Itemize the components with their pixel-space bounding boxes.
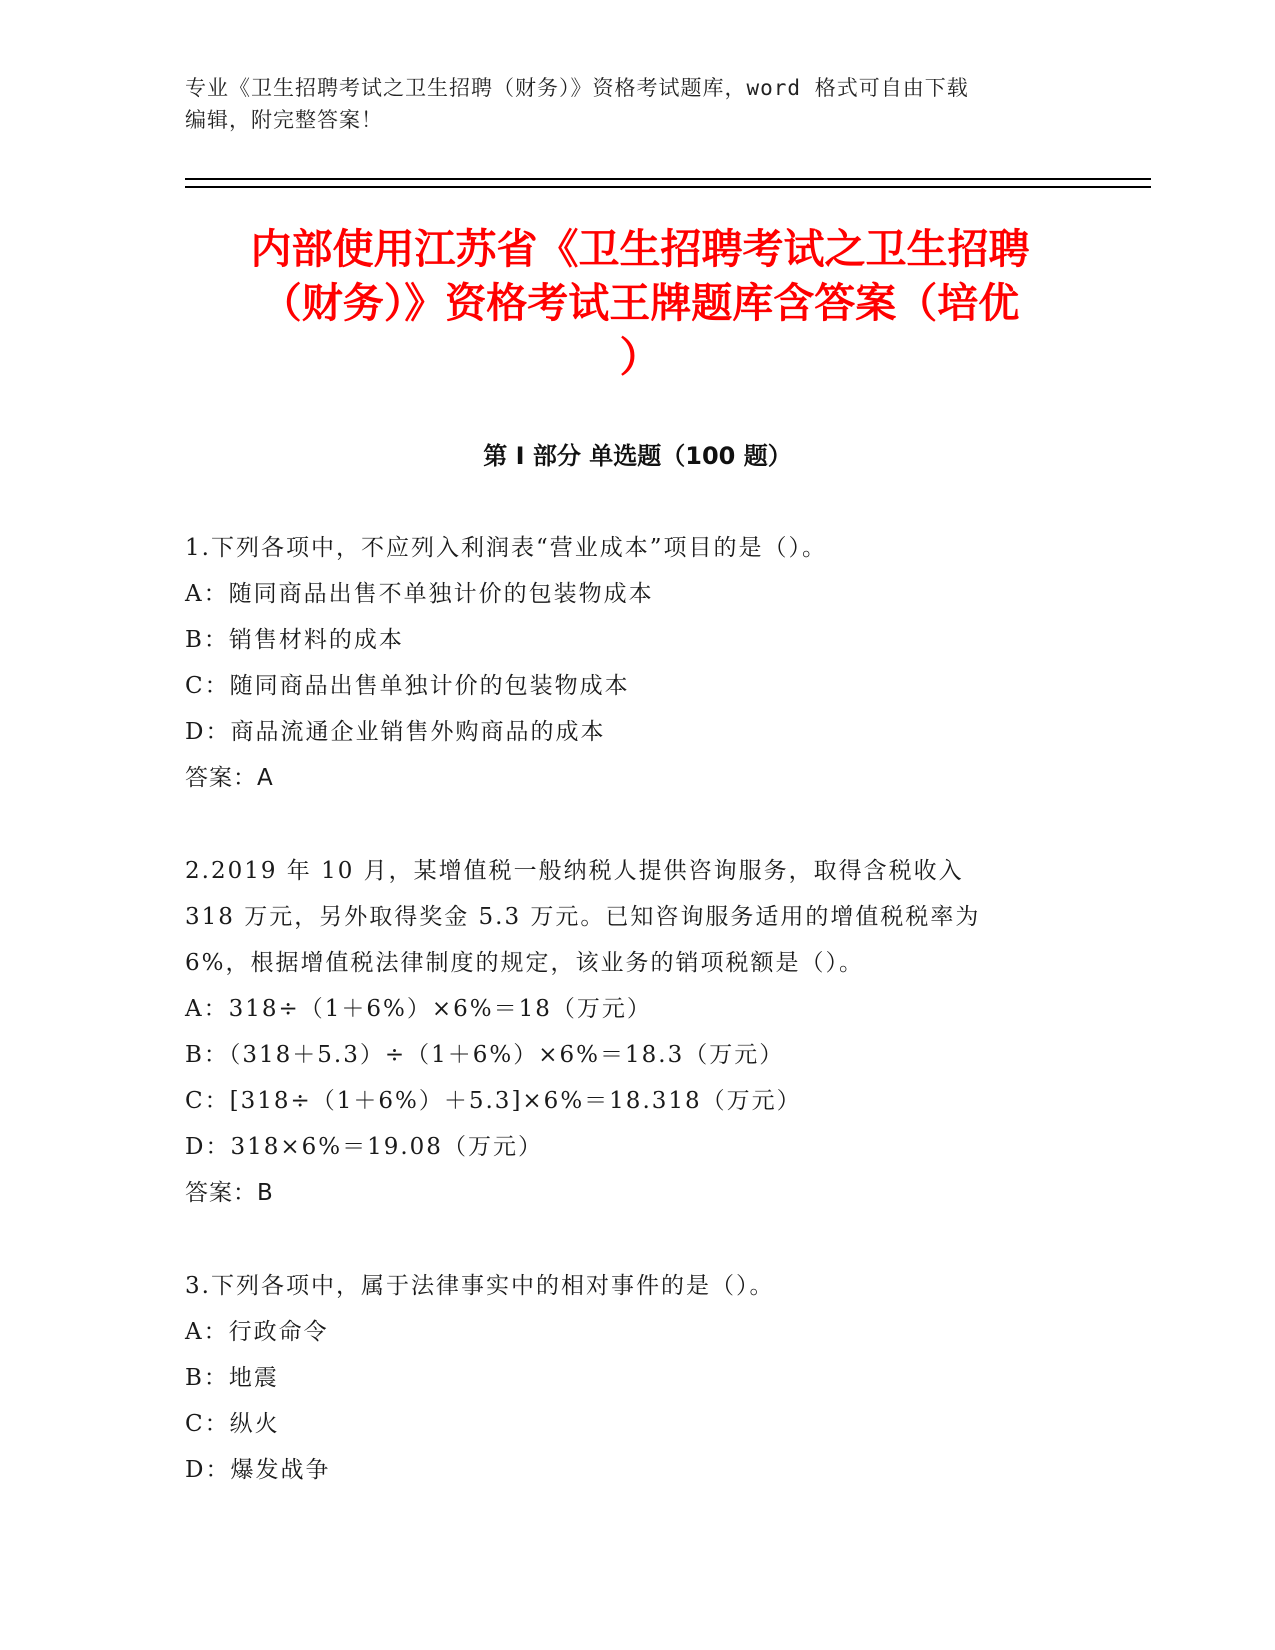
question-stem-line-3: 6%，根据增值税法律制度的规定，该业务的销项税额是（）。 — [185, 950, 864, 976]
option-b: B：销售材料的成本 — [185, 627, 404, 653]
question-stem: 3.下列各项中，属于法律事实中的相对事件的是（）。 — [185, 1273, 775, 1299]
question-3 — [185, 1263, 1085, 1493]
option-a: A：318÷（1＋6%）×6%＝18（万元） — [185, 996, 652, 1022]
header-note — [185, 72, 1085, 136]
option-a: A：随同商品出售不单独计价的包装物成本 — [185, 581, 654, 607]
question-stem-line-1: 2.2019 年 10 月，某增值税一般纳税人提供咨询服务，取得含税收入 — [185, 858, 964, 884]
question-stem-line-2: 318 万元，另外取得奖金 5.3 万元。已知咨询服务适用的增值税税率为 — [185, 904, 981, 930]
header-note-line-2: 编辑，附完整答案！ — [185, 108, 383, 132]
header-divider-top — [185, 178, 1151, 180]
question-1 — [185, 525, 1085, 801]
option-d: D：商品流通企业销售外购商品的成本 — [185, 719, 606, 745]
header-note-line-1: 专业《卫生招聘考试之卫生招聘（财务）》资格考试题库，word 格式可自由下载 — [185, 76, 969, 100]
title-line-3: ） — [619, 333, 661, 381]
section-heading: 第 I 部分 单选题（100 题） — [483, 442, 792, 470]
question-list — [185, 525, 1085, 1493]
option-d: D：爆发战争 — [185, 1457, 331, 1483]
question-2 — [185, 848, 1085, 1216]
header-divider-bottom — [185, 186, 1151, 188]
question-stem: 1.下列各项中，不应列入利润表“营业成本”项目的是（）。 — [185, 535, 827, 561]
option-a: A：行政命令 — [185, 1319, 329, 1345]
option-b: B：（318＋5.3）÷（1＋6%）×6%＝18.3（万元） — [185, 1042, 785, 1068]
option-d: D：318×6%＝19.08（万元） — [185, 1134, 543, 1160]
option-c: C：随同商品出售单独计价的包装物成本 — [185, 673, 630, 699]
option-c: C：纵火 — [185, 1411, 280, 1437]
title-line-2: （财务）》资格考试王牌题库含答案（培优 — [260, 279, 1020, 327]
option-c: C：[318÷（1＋6%）＋5.3]×6%＝18.318（万元） — [185, 1088, 802, 1114]
document-title — [190, 222, 1090, 384]
option-b: B：地震 — [185, 1365, 279, 1391]
answer-line: 答案：B — [185, 1180, 274, 1206]
title-line-1: 内部使用江苏省《卫生招聘考试之卫生招聘 — [250, 225, 1030, 273]
answer-line: 答案：A — [185, 765, 274, 791]
